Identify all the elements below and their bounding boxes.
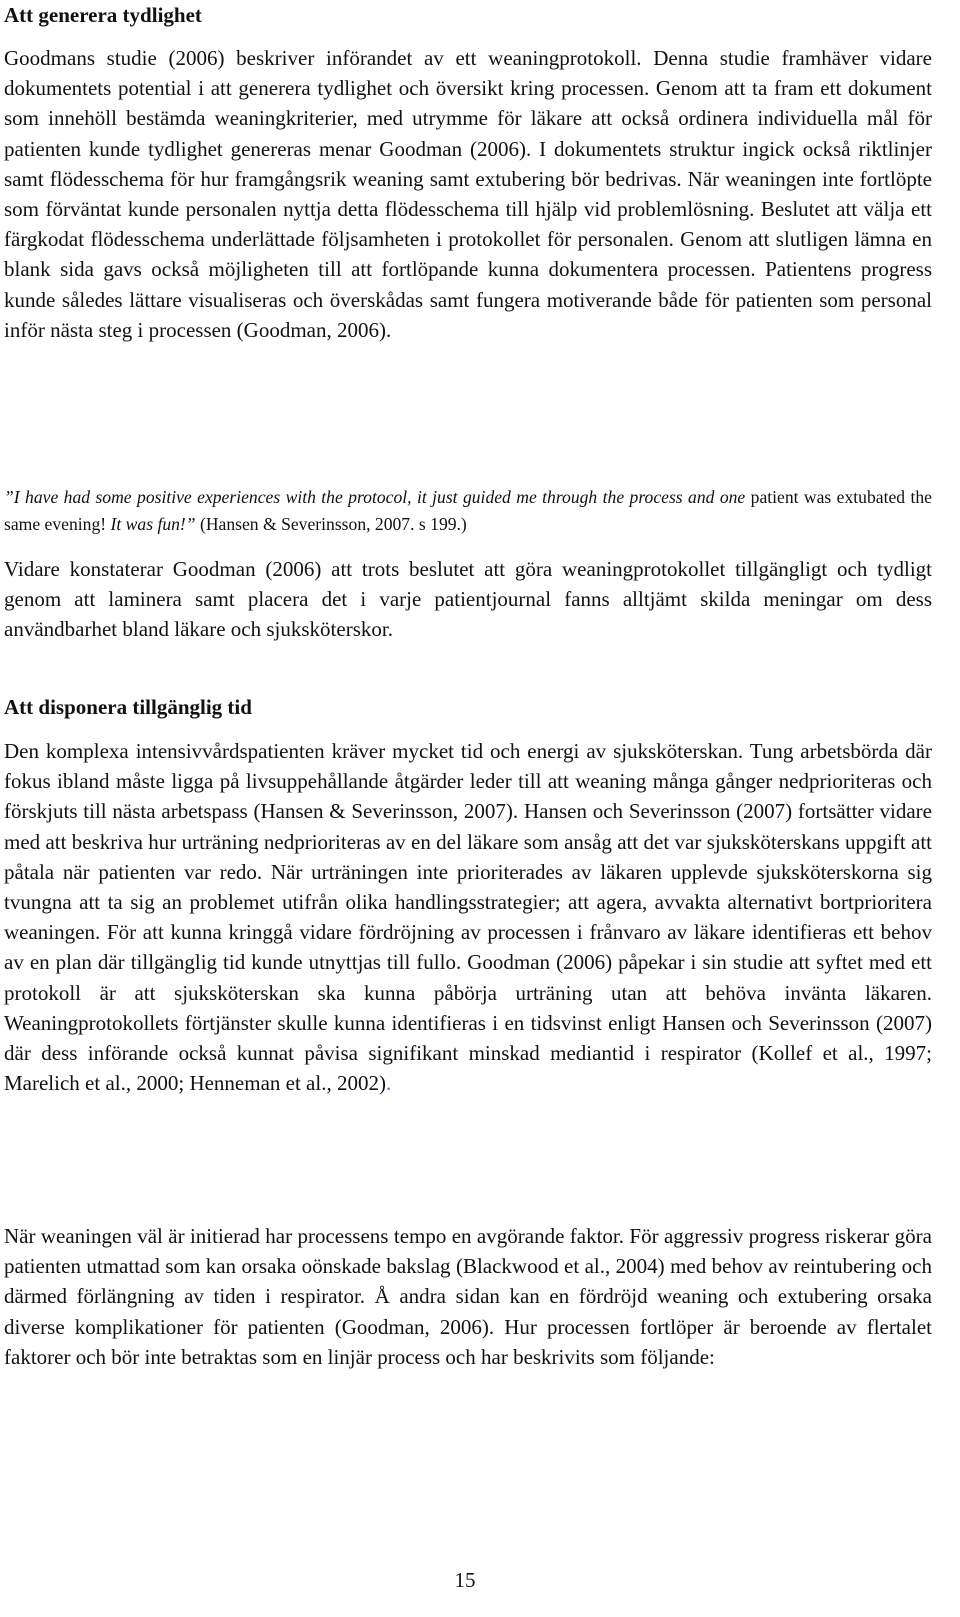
quote-text-italic: It was fun!” — [110, 513, 196, 534]
body-paragraph: Vidare konstaterar Goodman (2006) att trots beslutet att göra weaningprotokollet tillgängligt och tydligt genom att laminera samt placera det i varje patientjournal fanns alltjämt skilda meningar om dess användbarhet bland läkare och sjuksköterskor. — [4, 557, 932, 642]
page-number: 15 — [454, 1568, 476, 1592]
block-quote — [4, 484, 932, 538]
paragraph-text: Den komplexa intensivvårdspatienten kräver mycket tid och energi av sjuksköterskan. Tung arbetsbörda där fokus ibland måste ligga på livsuppehållande åtgärder leder till att weaning många gånger nedprioriteras och förskjuts till nästa arbetspass (Hansen & Severinsson, 2007). Hansen och Severinsson (2007) fortsätter vidare med att beskriva hur urträning nedprioriteras av en del läkare som ansåg att det var sjuksköterskans uppgift att påtala när patienten var redo. När urträningen inte prioriterades av läkaren upplevde sjuksköterskorna sig tvungna att ta sig an problemet utifrån olika handlingsstrategier; att agera, avvakta alternativt bortprioritera weaningen. För att kunna kringgå vidare fördröjning av processen i frånvaro av läkare identifieras ett behov av en plan där tillgänglig tid kunde utnyttjas till fullo. Goodman (2006) påpekar i sin studie att syftet med ett protokoll är att sjuksköterskan ska kunna påbörja urträning utan att behöva invänta läkaren. Weaningprotokollets förtjänster skulle kunna identifieras i en tidsvinst enligt Hansen och Severinsson (2007) där dess införande också kunnat påvisa signifikant minskad mediantid i respirator (Kollef et al., 1997; Marelich et al., 2000; Henneman et al., 2002) — [4, 739, 932, 1096]
quote-citation: (Hansen & Severinsson, 2007. s 199.) — [199, 513, 467, 534]
quote-text: patient was extubated the same evening! — [4, 486, 932, 534]
body-paragraph: När weaningen väl är initierad har processens tempo en avgörande faktor. För aggressiv progress riskerar göra patienten utmattad som kan orsaka oönskade bakslag (Blackwood et al., 2004) med behov av reintubering och därmed förlängning av tiden i respirator. Å andra sidan kan en fördröjd weaning och extubering orsaka diverse komplikationer för patienten (Goodman, 2006). Hur processen fortlöper är beroende av flertalet faktorer och bör inte betraktas som en linjär process och har beskrivits som följande: — [4, 1224, 932, 1369]
quote-text-italic: ”I have had some positive experiences with the protocol, it just guided me through the process and one — [4, 486, 746, 507]
paragraph-end-mark: . — [385, 1071, 392, 1096]
section-heading: Att generera tydlighet — [4, 3, 202, 27]
body-paragraph: Goodmans studie (2006) beskriver införandet av ett weaningprotokoll. Denna studie framhäver vidare dokumentets potential i att generera tydlighet och översikt kring processen. Genom att ta fram ett dokument som innehöll bestämda weaningkriterier, med utrymme för läkare att också ordinera individuella mål för patienten kunde tydlighet genereras menar Goodman (2006). I dokumentets struktur ingick också riktlinjer samt flödesschema för hur framgångsrik weaning samt extubering bör bedrivas. När weaningen inte fortlöpte som förväntat kunde personalen nyttja detta flödesschema till hjälp vid problemlösning. Beslutet att välja ett färgkodat flödesschema underlättade följsamheten i protokollet för personalen. Genom att slutligen lämna en blank sida gavs också möjligheten till att fortlöpande kunna dokumentera processen. Patientens progress kunde således lättare visualiseras och överskådas samt fungera motiverande både för patienten som personal inför nästa steg i processen (Goodman, 2006). — [4, 46, 932, 342]
section-heading: Att disponera tillgänglig tid — [4, 695, 252, 719]
body-paragraph — [4, 736, 932, 1098]
